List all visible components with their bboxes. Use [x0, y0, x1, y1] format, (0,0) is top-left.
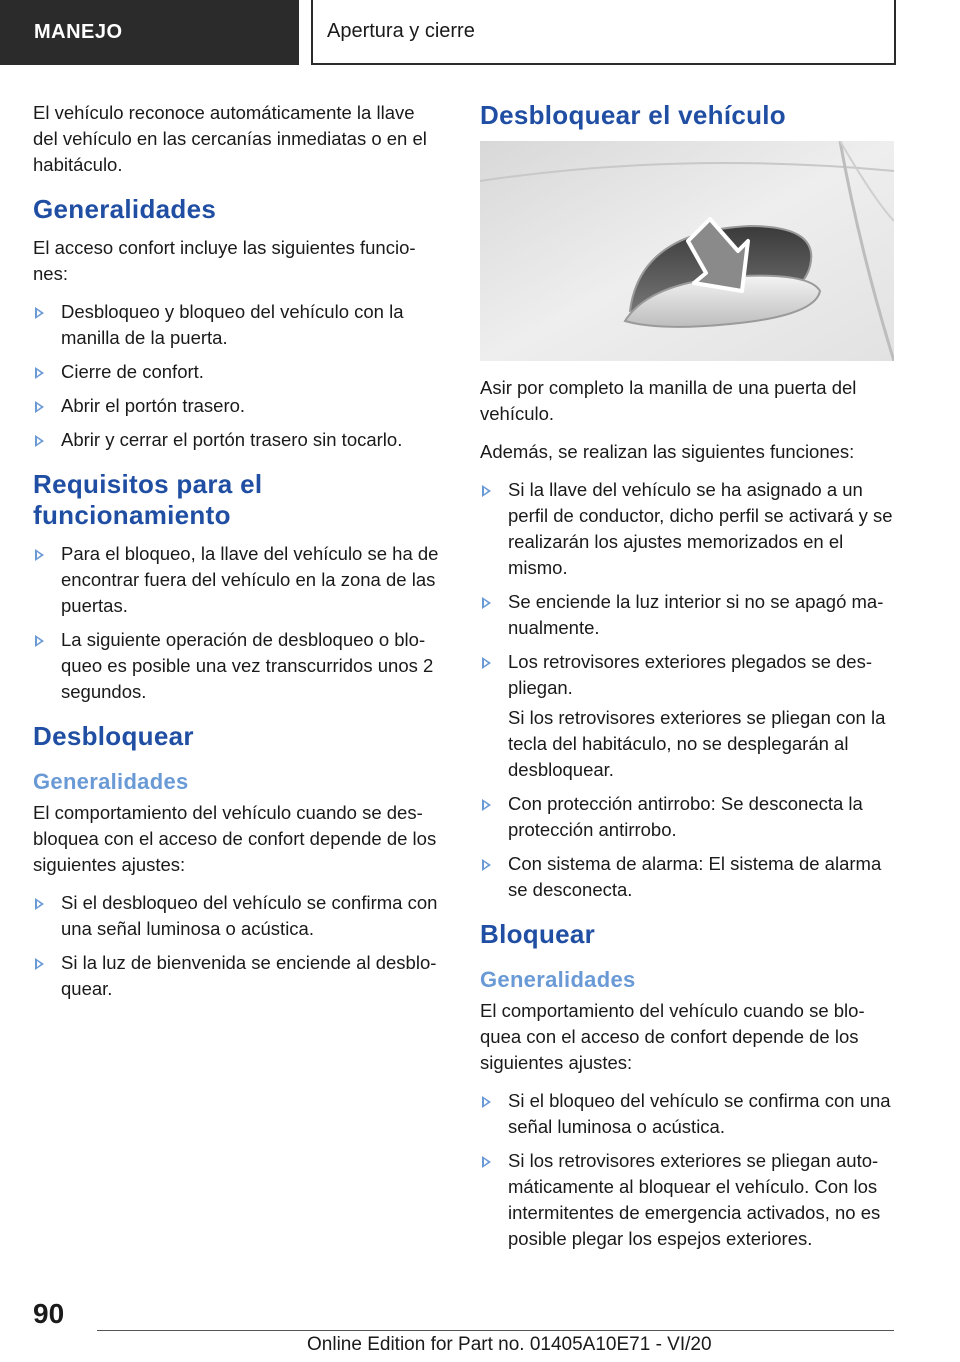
list-item: Se enciende la luz interior si no se apagó manualmente. [480, 589, 898, 641]
list-item: Si la llave del vehículo se ha asignado a un perfil de conductor, dicho perfil se activará y se realizarán los ajustes memorizados en el mismo. [480, 477, 898, 581]
bullet-triangle-icon [35, 367, 44, 379]
bullet-triangle-icon [482, 657, 491, 669]
list-item: Los retrovisores exteriores plegados se despliegan. Si los retrovisores exteriores se pliegan con la tecla del habitáculo, no se desplegarán al desbloquear. [480, 649, 898, 783]
bullet-triangle-icon [482, 859, 491, 871]
funciones-list [480, 477, 898, 903]
bullet-triangle-icon [35, 435, 44, 447]
bloquear-list [480, 1088, 898, 1252]
bullet-triangle-icon [35, 635, 44, 647]
bullet-triangle-icon [35, 958, 44, 970]
bullet-triangle-icon [482, 1156, 491, 1168]
heading-bloquear: Bloquear [480, 919, 596, 949]
heading-desbloquear-vehiculo: Desbloquear el vehículo [480, 100, 786, 130]
header-chapter [311, 0, 896, 65]
intro-paragraph: El vehículo reconoce automáticamente la llave del vehículo en las cercanías inmediatas o en el habitáculo. [33, 102, 427, 175]
bloquear-text: El comportamiento del vehículo cuando se bloquea con el acceso de confort depende de los siguientes ajustes: [480, 1000, 865, 1073]
heading-requisitos: Requisitos para el funcionamiento [33, 469, 263, 530]
header-section [0, 0, 299, 65]
bullet-triangle-icon [35, 549, 44, 561]
bullet-triangle-icon [35, 898, 44, 910]
list-item: La siguiente operación de desbloqueo o bloqueo es posible una vez transcurridos unos 2 segundos. [33, 627, 443, 705]
bullet-triangle-icon [482, 1096, 491, 1108]
right-column [480, 100, 898, 1264]
page-number: 90 [33, 1298, 65, 1329]
footer-divider [97, 1330, 894, 1331]
requisitos-list [33, 541, 443, 705]
door-handle-illustration [480, 141, 894, 361]
header-section-label: MANEJO [34, 21, 123, 43]
list-item: Si el desbloqueo del vehículo se confirma con una señal luminosa o acústica. [33, 890, 443, 942]
subheading-generalidades: Generalidades [33, 769, 189, 794]
funciones-intro: Además, se realizan las siguientes funciones: [480, 441, 855, 462]
list-item: Abrir y cerrar el portón trasero sin tocarlo. [33, 427, 443, 453]
footer-edition: Online Edition for Part no. 01405A10E71 - VI/20 [307, 1334, 712, 1355]
desbloquear-text: El comportamiento del vehículo cuando se desbloquea con el acceso de confort depende de los siguientes ajustes: [33, 802, 437, 875]
list-item: Abrir el portón trasero. [33, 393, 443, 419]
retrovisores-note: Si los retrovisores exteriores se pliegan con la tecla del habitáculo, no se desplegarán al desbloquear. [508, 707, 886, 780]
list-item: Con protección antirrobo: Se desconecta la protección antirrobo. [480, 791, 898, 843]
subheading-generalidades-bloquear: Generalidades [480, 967, 636, 992]
list-item: Cierre de confort. [33, 359, 443, 385]
bullet-triangle-icon [482, 597, 491, 609]
desbloquear-list [33, 890, 443, 1002]
list-item: Si el bloqueo del vehículo se confirma con una señal luminosa o acústica. [480, 1088, 898, 1140]
bullet-triangle-icon [482, 799, 491, 811]
list-item: Con sistema de alarma: El sistema de alarma se desconecta. [480, 851, 898, 903]
header-chapter-label: Apertura y cierre [327, 20, 475, 42]
bullet-triangle-icon [482, 485, 491, 497]
list-item: Para el bloqueo, la llave del vehículo se ha de encontrar fuera del vehículo en la zona de las puertas. [33, 541, 443, 619]
list-item: Si los retrovisores exteriores se pliegan automáticamente al bloquear el vehículo. Con los intermitentes de emergencia activados, no es posible plegar los espejos exteriores. [480, 1148, 898, 1252]
figure-caption: Asir por completo la manilla de una puerta del vehículo. [480, 377, 857, 424]
heading-desbloquear: Desbloquear [33, 721, 194, 751]
bullet-triangle-icon [35, 401, 44, 413]
bullet-triangle-icon [35, 307, 44, 319]
list-item: Si la luz de bienvenida se enciende al desbloquear. [33, 950, 443, 1002]
list-item: Desbloqueo y bloqueo del vehículo con la manilla de la puerta. [33, 299, 443, 351]
heading-generalidades: Generalidades [33, 194, 217, 224]
generalidades-text: El acceso confort incluye las siguientes funciones: [33, 237, 416, 284]
generalidades-list [33, 299, 443, 453]
left-column [33, 100, 443, 1014]
